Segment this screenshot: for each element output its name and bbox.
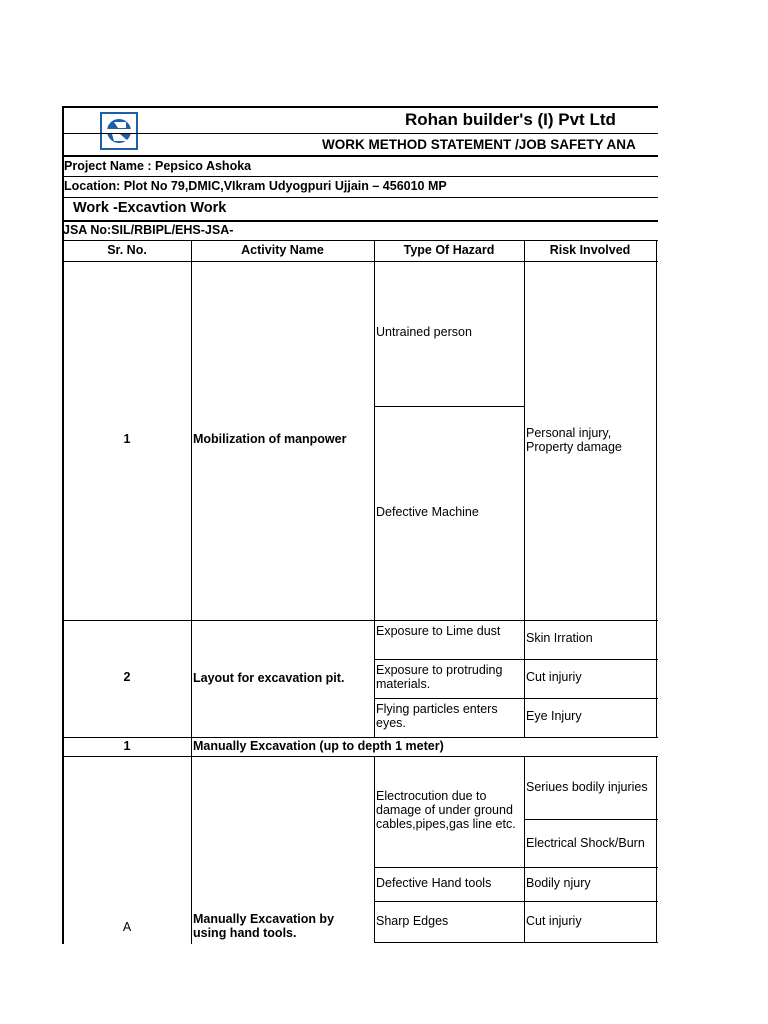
rowA-risk-2: Electrical Shock/Burn <box>526 836 645 850</box>
row2-hazard-3: Flying particles enters eyes. <box>376 702 498 730</box>
row1-hazard-1: Untrained person <box>376 325 472 339</box>
row2-activity: Layout for excavation pit. <box>193 671 345 685</box>
rowA-risk-4: Cut injuriy <box>526 914 582 928</box>
rowA-hazard-1: Electrocution due to damage of under ground cables,pipes,gas line etc. <box>376 789 516 831</box>
row1-hazard-2: Defective Machine <box>376 505 479 519</box>
row1-sr-no: 1 <box>123 432 131 446</box>
company-logo-icon <box>100 112 138 150</box>
section1-sr-no: 1 <box>123 739 131 753</box>
row2-sr-no: 2 <box>123 670 131 684</box>
company-name: Rohan builder's (I) Pvt Ltd <box>405 110 616 129</box>
rowA-sr-no: A <box>122 920 132 934</box>
row2-hazard-1: Exposure to Lime dust <box>376 624 501 638</box>
location: Location: Plot No 79,DMIC,VIkram Udyogpuri Ujjain – 456010 MP <box>64 179 447 193</box>
row2-hazard-2: Exposure to protruding materials. <box>376 663 503 691</box>
row1-risk: Personal injury, Property damage <box>526 426 622 454</box>
column-header-sr-no: Sr. No. <box>107 243 147 257</box>
work-title: Work -Excavtion Work <box>73 200 227 216</box>
row1-activity: Mobilization of manpower <box>193 432 347 446</box>
rowA-risk-3: Bodily njury <box>526 876 591 890</box>
jsa-number: JSA No:SIL/RBIPL/EHS-JSA- <box>63 223 234 237</box>
row2-risk-2: Cut injuriy <box>526 670 582 684</box>
rowA-hazard-3: Sharp Edges <box>376 914 449 928</box>
row2-risk-3: Eye Injury <box>526 709 582 723</box>
rowA-hazard-2: Defective Hand tools <box>376 876 492 890</box>
row2-risk-1: Skin Irration <box>526 631 593 645</box>
section1-title: Manually Excavation (up to depth 1 meter) <box>193 739 444 753</box>
column-header-hazard: Type Of Hazard <box>403 243 495 257</box>
rowA-risk-1: Seriues bodily injuries <box>526 780 648 794</box>
document-title: WORK METHOD STATEMENT /JOB SAFETY ANA <box>322 137 636 152</box>
rowA-activity: Manually Excavation by using hand tools. <box>193 912 335 940</box>
column-header-risk: Risk Involved <box>549 243 631 257</box>
column-header-activity: Activity Name <box>241 243 324 257</box>
project-name: Project Name : Pepsico Ashoka <box>64 159 252 173</box>
